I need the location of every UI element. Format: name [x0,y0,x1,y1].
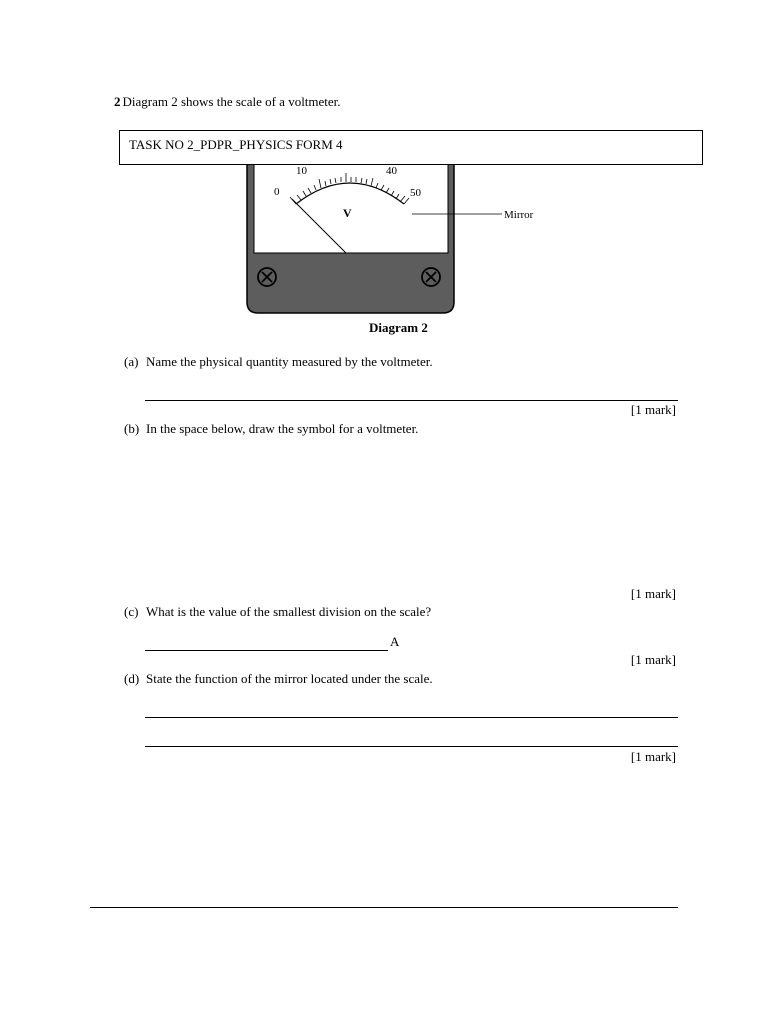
mark-a: [1 mark] [630,402,676,417]
question-d-text: State the function of the mirror located under the scale. [146,671,433,686]
scale-label-10: 10 [296,165,307,177]
drawing-space-b[interactable] [145,445,678,585]
scale-label-0: 0 [274,186,280,198]
mirror-label: Mirror [504,209,534,221]
voltmeter-diagram [210,160,590,320]
diagram-caption: Diagram 2 [369,320,428,335]
question-d [124,671,433,687]
question-a-label: (a) [124,354,139,369]
answer-line-c[interactable] [145,650,388,651]
question-number: 2 [114,94,121,109]
question-intro [114,94,341,110]
mark-b: [1 mark] [630,586,676,601]
task-title-box [119,130,703,165]
answer-line-d1[interactable] [145,717,678,718]
question-b [124,421,418,437]
answer-line-d2[interactable] [145,746,678,747]
footer-divider [90,907,678,908]
scale-label-50: 50 [410,187,421,199]
scale-label-40: 40 [386,165,397,177]
question-d-label: (d) [124,671,140,686]
answer-unit-c: A [390,634,400,649]
unit-symbol: V [343,206,352,220]
question-intro-text: Diagram 2 shows the scale of a voltmeter. [122,94,341,109]
question-b-label: (b) [124,421,140,436]
question-c-text: What is the value of the smallest division on the scale? [146,604,432,619]
question-c-label: (c) [124,604,139,619]
question-b-text: In the space below, draw the symbol for a voltmeter. [146,421,419,436]
task-title: TASK NO 2_PDPR_PHYSICS FORM 4 [129,137,343,152]
mark-d: [1 mark] [630,749,676,764]
question-a-text: Name the physical quantity measured by the voltmeter. [146,354,433,369]
mark-c: [1 mark] [630,652,676,667]
answer-line-a[interactable] [145,400,678,401]
question-c [124,604,431,620]
question-a [124,354,433,370]
